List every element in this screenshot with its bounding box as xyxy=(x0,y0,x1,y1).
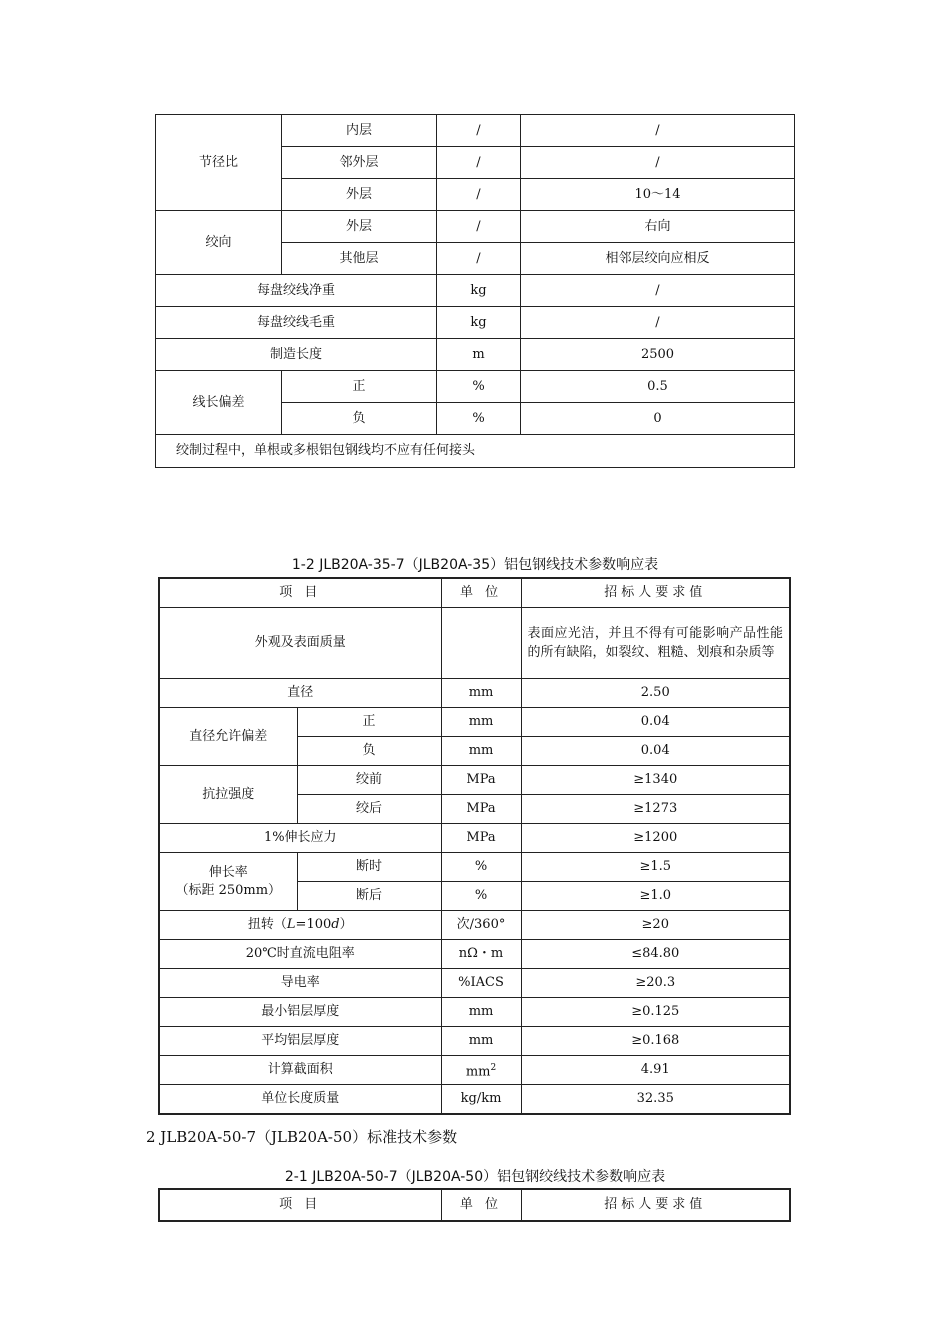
elongation-label-main: 伸长率 xyxy=(208,864,248,880)
table-row xyxy=(156,371,795,403)
table-row xyxy=(156,115,795,147)
unit-cell: / xyxy=(437,115,521,147)
value-cell: 0.04 xyxy=(521,737,790,766)
header-value: 招标人要求值 xyxy=(521,1189,790,1221)
value-cell: 0 xyxy=(521,403,795,435)
area-unit-base: mm xyxy=(465,1064,491,1080)
value-cell: ≥1.0 xyxy=(521,882,790,911)
value-cell: ≥1.5 xyxy=(521,853,790,882)
value-cell: 2500 xyxy=(521,339,795,371)
table-row xyxy=(159,824,790,853)
header-item: 项 目 xyxy=(159,578,441,608)
sub-cell: 断时 xyxy=(297,853,441,882)
table-row xyxy=(159,853,790,882)
area-unit-sup: 2 xyxy=(490,1062,497,1073)
layer-cell: 邻外层 xyxy=(282,147,437,179)
value-cell: 4.91 xyxy=(521,1056,790,1085)
value-cell: / xyxy=(521,307,795,339)
avg-al-thickness-label: 平均铝层厚度 xyxy=(159,1027,441,1056)
table-caption-2-1: 2-1 JLB20A-50-7（JLB20A-50）铝包钢绞线技术参数响应表 xyxy=(284,1169,666,1185)
table-row xyxy=(159,766,790,795)
elongation-label xyxy=(159,853,297,911)
length-deviation-label: 线长偏差 xyxy=(156,371,282,435)
torsion-label xyxy=(159,911,441,940)
table-row xyxy=(159,679,790,708)
unit-cell: mm xyxy=(441,737,521,766)
table-row xyxy=(156,275,795,307)
value-cell: ≥20.3 xyxy=(521,969,790,998)
table-row xyxy=(159,998,790,1027)
layer-cell: 外层 xyxy=(282,211,437,243)
sub-cell: 正 xyxy=(297,708,441,737)
unit-cell: % xyxy=(441,853,521,882)
gross-weight-label: 每盘绞线毛重 xyxy=(156,307,437,339)
table-row xyxy=(159,1056,790,1085)
unit-cell xyxy=(441,1056,521,1085)
unit-cell: nΩ・m xyxy=(441,940,521,969)
unit-cell: kg xyxy=(437,307,521,339)
unit-cell: MPa xyxy=(441,824,521,853)
unit-cell: MPa xyxy=(441,766,521,795)
value-cell: ≥1273 xyxy=(521,795,790,824)
value-cell: ≥0.168 xyxy=(521,1027,790,1056)
unit-cell: % xyxy=(441,882,521,911)
value-cell: 0.04 xyxy=(521,708,790,737)
mass-label: 单位长度质量 xyxy=(159,1085,441,1115)
table-caption-1-2: 1-2 JLB20A-35-7（JLB20A-35）铝包钢线技术参数响应表 xyxy=(291,557,659,573)
section-2-heading: 2 JLB20A-50-7（JLB20A-50）标准技术参数 xyxy=(146,1128,458,1146)
torsion-label-post: ） xyxy=(339,917,353,932)
min-al-thickness-label: 最小铝层厚度 xyxy=(159,998,441,1027)
resistivity-label: 20℃时直流电阻率 xyxy=(159,940,441,969)
net-weight-label: 每盘绞线净重 xyxy=(156,275,437,307)
table-row xyxy=(159,911,790,940)
table-row xyxy=(159,969,790,998)
table-row xyxy=(156,339,795,371)
unit-cell: MPa xyxy=(441,795,521,824)
stranding-params-table xyxy=(155,114,795,468)
table-row xyxy=(156,435,795,468)
unit-cell: / xyxy=(437,243,521,275)
unit-cell: / xyxy=(437,147,521,179)
diameter-tolerance-label: 直径允许偏差 xyxy=(159,708,297,766)
unit-cell: m xyxy=(437,339,521,371)
sub-cell: 绞前 xyxy=(297,766,441,795)
lay-direction-label: 绞向 xyxy=(156,211,282,275)
area-label: 计算截面积 xyxy=(159,1056,441,1085)
torsion-label-l: L xyxy=(286,917,296,932)
value-cell: / xyxy=(521,115,795,147)
table-header-row xyxy=(159,578,790,608)
appearance-value: 表面应光洁，并且不得有可能影响产品性能的所有缺陷，如裂纹、粗糙、划痕和杂质等 xyxy=(521,608,790,679)
conductivity-label: 导电率 xyxy=(159,969,441,998)
sub-cell: 负 xyxy=(297,737,441,766)
unit-cell: mm xyxy=(441,998,521,1027)
value-cell: 右向 xyxy=(521,211,795,243)
header-value: 招标人要求值 xyxy=(521,578,790,608)
sub-cell: 绞后 xyxy=(297,795,441,824)
header-unit: 单 位 xyxy=(441,1189,521,1221)
value-cell: 2.50 xyxy=(521,679,790,708)
unit-cell: kg xyxy=(437,275,521,307)
value-cell: ≥0.125 xyxy=(521,998,790,1027)
sub-cell: 断后 xyxy=(297,882,441,911)
stranded-params-table xyxy=(158,1188,791,1222)
torsion-label-mid: =100 xyxy=(295,917,332,932)
pitch-ratio-label: 节径比 xyxy=(156,115,282,211)
torsion-label-d: d xyxy=(331,917,340,932)
table-row xyxy=(156,211,795,243)
sign-cell: 正 xyxy=(282,371,437,403)
table-row xyxy=(159,708,790,737)
layer-cell: 其他层 xyxy=(282,243,437,275)
unit-cell: % xyxy=(437,371,521,403)
table-row xyxy=(159,608,790,679)
unit-cell: kg/km xyxy=(441,1085,521,1115)
unit-cell: mm xyxy=(441,679,521,708)
sign-cell: 负 xyxy=(282,403,437,435)
wire-params-table xyxy=(158,577,791,1115)
table-header-row xyxy=(159,1189,790,1221)
layer-cell: 外层 xyxy=(282,179,437,211)
table-row xyxy=(159,940,790,969)
unit-cell: %IACS xyxy=(441,969,521,998)
table-row xyxy=(159,1085,790,1115)
table-row xyxy=(159,1027,790,1056)
value-cell: ≥1340 xyxy=(521,766,790,795)
layer-cell: 内层 xyxy=(282,115,437,147)
unit-cell: / xyxy=(437,211,521,243)
value-cell: ≥1200 xyxy=(521,824,790,853)
unit-cell: 次/360° xyxy=(441,911,521,940)
value-cell: 32.35 xyxy=(521,1085,790,1115)
header-item: 项 目 xyxy=(159,1189,441,1221)
value-cell: 0.5 xyxy=(521,371,795,403)
unit-cell: / xyxy=(437,179,521,211)
appearance-label: 外观及表面质量 xyxy=(159,608,441,679)
length-label: 制造长度 xyxy=(156,339,437,371)
unit-cell: mm xyxy=(441,1027,521,1056)
table-row xyxy=(156,307,795,339)
unit-cell xyxy=(441,608,521,679)
torsion-label-pre: 扭转（ xyxy=(247,917,287,932)
value-cell: ≥20 xyxy=(521,911,790,940)
value-cell: / xyxy=(521,275,795,307)
unit-cell: % xyxy=(437,403,521,435)
value-cell: / xyxy=(521,147,795,179)
header-unit: 单 位 xyxy=(441,578,521,608)
value-cell: 相邻层绞向应相反 xyxy=(521,243,795,275)
diameter-label: 直径 xyxy=(159,679,441,708)
elongation-label-gauge: （标距 250mm） xyxy=(175,882,282,898)
stranding-note: 绞制过程中，单根或多根铝包钢线均不应有任何接头 xyxy=(156,435,795,468)
unit-cell: mm xyxy=(441,708,521,737)
elongation-stress-label: 1%伸长应力 xyxy=(159,824,441,853)
value-cell: 10～14 xyxy=(521,179,795,211)
value-cell: ≤84.80 xyxy=(521,940,790,969)
tensile-strength-label: 抗拉强度 xyxy=(159,766,297,824)
